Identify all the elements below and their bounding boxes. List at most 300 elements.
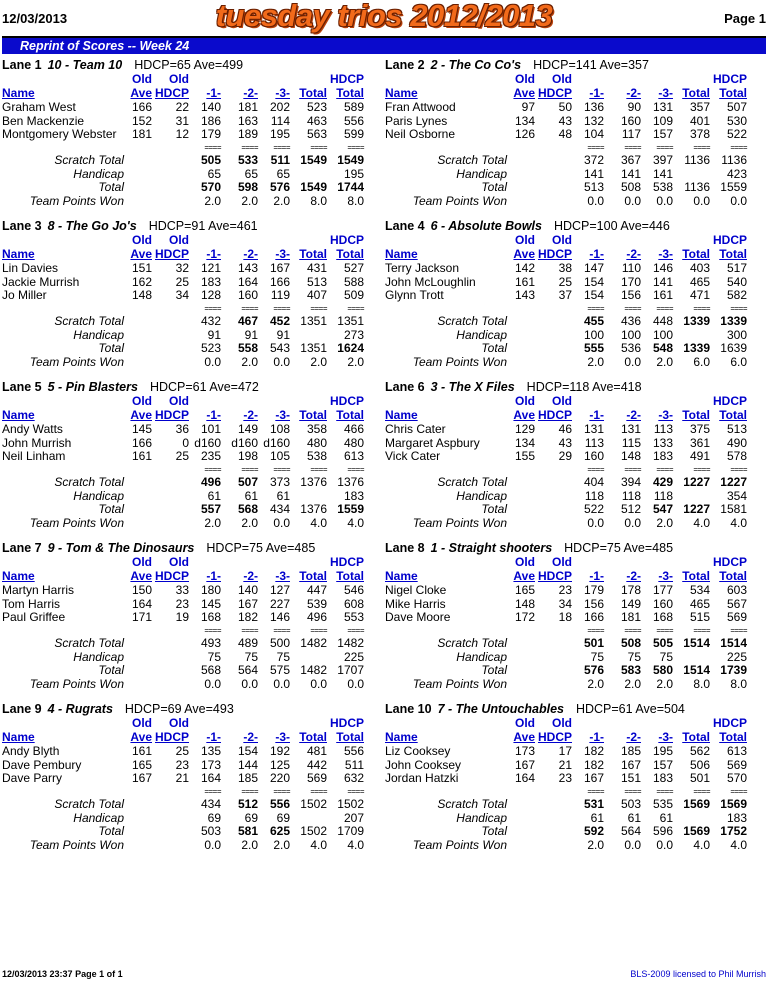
cell-g1: 513: [583, 180, 604, 194]
cell-g1: 183: [200, 274, 221, 289]
cell-hdcp_total_bottom: Total: [719, 86, 747, 100]
cell-g1: -1-: [589, 247, 604, 261]
cell-g2: 583: [620, 663, 641, 677]
team-name: 9 - Tom & The Dinosaurs: [47, 541, 195, 555]
cell-g1: 118: [584, 489, 604, 503]
column-name: Name: [2, 408, 35, 422]
cell-ave: 161: [514, 274, 535, 289]
player-row: [385, 114, 753, 128]
column-header-top: [385, 72, 753, 86]
cell-g3: 167: [269, 261, 290, 275]
cell-hdcp_total_bottom: 530: [726, 113, 747, 128]
cell-g3: 75: [276, 650, 290, 664]
cell-g2: 436: [620, 314, 641, 328]
cell-g3: 160: [652, 596, 673, 611]
cell-g1: -1-: [589, 730, 604, 744]
cell-g2: 185: [620, 744, 641, 758]
cell-g2: 507: [237, 475, 258, 489]
lane-number: Lane 1: [2, 58, 42, 72]
player-row: [385, 422, 753, 436]
cell-g2: 140: [237, 583, 258, 597]
cell-g3: ====: [656, 465, 673, 474]
cell-g2: 536: [620, 341, 641, 355]
cell-g1: 576: [583, 663, 604, 677]
player-name: Vick Cater: [385, 449, 441, 463]
cell-ave: Ave: [130, 730, 152, 744]
cell-hdcp_total_bottom: ====: [730, 626, 747, 635]
cell-g2: -2-: [626, 569, 641, 583]
cell-ave: Old: [132, 716, 152, 730]
cell-total: 538: [306, 449, 327, 463]
cell-total: 513: [306, 274, 327, 289]
player-row: [2, 114, 370, 128]
cell-g3: 596: [652, 824, 673, 838]
cell-g1: 132: [583, 113, 604, 128]
handicap-row: [385, 650, 753, 664]
cell-g2: 149: [237, 422, 258, 436]
cell-total: 403: [689, 261, 710, 275]
row-label: Total: [98, 180, 124, 194]
cell-g3: 146: [269, 610, 290, 624]
cell-total: Total: [682, 730, 710, 744]
row-label: Handicap: [456, 811, 507, 825]
player-row: [385, 744, 753, 758]
cell-total: 431: [306, 261, 327, 275]
row-label: Handicap: [456, 328, 507, 342]
cell-hdcp_total_bottom: 589: [343, 100, 364, 114]
cell-total: Total: [299, 86, 327, 100]
cell-g3: 166: [269, 274, 290, 289]
cell-total: ====: [693, 465, 710, 474]
cell-g1: 136: [583, 100, 604, 114]
cell-g2: 181: [237, 100, 258, 114]
cell-ave: 150: [131, 583, 152, 597]
cell-g1: 0.0: [587, 194, 604, 208]
cell-hdcp: 34: [558, 596, 572, 611]
cell-g2: 489: [237, 636, 258, 650]
cell-hdcp: 34: [175, 288, 189, 302]
cell-g3: -3-: [658, 730, 673, 744]
cell-hdcp_total_bottom: 608: [343, 596, 364, 611]
cell-total: 0.0: [310, 677, 327, 691]
cell-hdcp_total_bottom: Total: [719, 569, 747, 583]
cell-g3: 177: [652, 583, 673, 597]
cell-total: Total: [299, 569, 327, 583]
cell-ave: Ave: [130, 408, 152, 422]
cell-total: ====: [310, 304, 327, 313]
cell-hdcp_total_bottom: 509: [343, 288, 364, 302]
cell-ave: Ave: [513, 86, 535, 100]
player-name: Tom Harris: [2, 596, 61, 611]
cell-g3: 2.0: [273, 838, 290, 852]
cell-hdcp_total_bottom: 578: [726, 449, 747, 463]
lane-number: Lane 2: [385, 58, 425, 72]
cell-g2: 61: [627, 811, 641, 825]
cell-total: 442: [306, 757, 327, 772]
handicap-row: [2, 811, 370, 825]
player-row: [385, 100, 753, 114]
lane-block: [385, 58, 753, 219]
cell-hdcp_total_bottom: 0.0: [730, 194, 747, 208]
cell-ave: Ave: [513, 569, 535, 583]
cell-total: 496: [306, 610, 327, 624]
lane-number: Lane 7: [2, 541, 42, 555]
player-name: Martyn Harris: [2, 583, 75, 597]
cell-hdcp: Old: [169, 233, 189, 247]
handicap-row: [385, 167, 753, 181]
column-header: [385, 247, 753, 261]
cell-g3: 535: [652, 797, 673, 811]
player-row: [2, 436, 370, 450]
player-name: Neil Linham: [2, 449, 66, 463]
cell-hdcp: 22: [175, 100, 189, 114]
cell-hdcp: 25: [175, 274, 189, 289]
cell-g3: 448: [652, 314, 673, 328]
cell-g3: 141: [652, 274, 673, 289]
cell-hdcp: Old: [552, 394, 572, 408]
cell-g2: 75: [627, 650, 641, 664]
cell-g1: 592: [583, 824, 604, 838]
cell-g1: 61: [590, 811, 604, 825]
cell-total: 463: [306, 113, 327, 128]
team-hdcp-average: HDCP=141 Ave=357: [533, 58, 649, 72]
total-row: [2, 180, 370, 194]
cell-g1: -1-: [589, 408, 604, 422]
cell-hdcp_total_bottom: 225: [343, 650, 364, 664]
cell-g2: 181: [620, 610, 641, 624]
column-name: Name: [385, 247, 418, 261]
player-name: John Murrish: [2, 435, 72, 450]
row-label: Scratch Total: [54, 475, 124, 489]
team-points-row: [2, 838, 370, 852]
cell-hdcp_total_bottom: 0.0: [347, 677, 364, 691]
cell-g2: 143: [237, 261, 258, 275]
cell-g2: 141: [620, 167, 641, 181]
row-label: Handicap: [456, 167, 507, 181]
cell-g3: -3-: [275, 569, 290, 583]
cell-hdcp: 18: [558, 610, 572, 624]
row-label: Scratch Total: [54, 797, 124, 811]
cell-g1: 121: [200, 261, 221, 275]
cell-g3: 61: [659, 811, 673, 825]
player-row: [385, 288, 753, 302]
cell-g1: 432: [200, 314, 221, 328]
total-row: [385, 502, 753, 516]
player-name: Mike Harris: [385, 596, 446, 611]
cell-g3: 131: [652, 100, 673, 114]
column-header-top: [385, 394, 753, 408]
handicap-row: [2, 328, 370, 342]
cell-g3: 157: [652, 757, 673, 772]
player-name: Jordan Hatzki: [385, 771, 459, 785]
total-row: [385, 180, 753, 194]
cell-g3: ====: [273, 787, 290, 796]
cell-g2: ====: [624, 143, 641, 152]
cell-hdcp: Old: [552, 716, 572, 730]
cell-g1: 455: [583, 314, 604, 328]
cell-hdcp: Old: [169, 716, 189, 730]
player-row: [2, 127, 370, 141]
cell-hdcp: 23: [558, 771, 572, 785]
player-row: [2, 744, 370, 758]
cell-g1: 113: [584, 435, 604, 450]
cell-g1: ====: [204, 626, 221, 635]
cell-g2: 118: [621, 489, 641, 503]
cell-g1: 167: [583, 771, 604, 785]
scratch-total-row: [385, 153, 753, 167]
cell-ave: 148: [514, 596, 535, 611]
cell-g2: 90: [627, 100, 641, 114]
cell-total: 401: [689, 113, 710, 128]
cell-ave: Old: [132, 555, 152, 569]
player-row: [385, 261, 753, 275]
cell-hdcp_total_bottom: 1739: [720, 663, 747, 677]
cell-g2: 512: [237, 797, 258, 811]
cell-ave: 164: [131, 596, 152, 611]
cell-ave: Ave: [130, 86, 152, 100]
cell-hdcp: 12: [175, 127, 189, 141]
cell-g1: -1-: [589, 569, 604, 583]
row-label: Total: [98, 502, 124, 516]
cell-hdcp: 23: [175, 596, 189, 611]
cell-total: 4.0: [693, 838, 710, 852]
cell-g1: 166: [583, 610, 604, 624]
cell-g2: 367: [620, 153, 641, 167]
cell-hdcp_total_bottom: 603: [726, 583, 747, 597]
cell-ave: Ave: [130, 247, 152, 261]
cell-g1: 160: [583, 449, 604, 463]
cell-g1: ====: [204, 465, 221, 474]
cell-g1: 100: [583, 328, 604, 342]
scratch-total-row: [2, 314, 370, 328]
player-row: [385, 610, 753, 624]
cell-hdcp: 50: [558, 100, 572, 114]
player-name: Jo Miller: [2, 288, 47, 302]
cell-total: 1514: [683, 636, 710, 650]
cell-ave: 172: [514, 610, 535, 624]
cell-g1: -1-: [206, 247, 221, 261]
cell-g2: 69: [244, 811, 258, 825]
cell-hdcp_total_bottom: 4.0: [347, 838, 364, 852]
row-label: Total: [98, 824, 124, 838]
cell-g1: ====: [204, 304, 221, 313]
row-label: Team Points Won: [29, 838, 124, 852]
team-points-row: [385, 838, 753, 852]
cell-g3: -3-: [658, 247, 673, 261]
player-name: Andy Blyth: [2, 744, 60, 758]
cell-hdcp: HDCP: [537, 730, 572, 744]
cell-g3: 575: [269, 663, 290, 677]
cell-g3: 109: [652, 113, 673, 128]
cell-g1: 522: [583, 502, 604, 516]
cell-total: 1376: [300, 475, 327, 489]
cell-g1: 168: [200, 610, 221, 624]
cell-g3: 548: [652, 341, 673, 355]
cell-hdcp_total_bottom: 466: [343, 422, 364, 436]
player-row: [2, 275, 370, 289]
cell-g2: 564: [620, 824, 641, 838]
cell-total: 357: [689, 100, 710, 114]
cell-total: 1502: [300, 797, 327, 811]
player-name: Neil Osborne: [385, 127, 456, 141]
cell-hdcp_total_bottom: 8.0: [347, 194, 364, 208]
cell-hdcp_total_bottom: 6.0: [730, 355, 747, 369]
row-label: Team Points Won: [412, 194, 507, 208]
cell-hdcp_total_bottom: 556: [343, 113, 364, 128]
cell-ave: 148: [131, 288, 152, 302]
cell-total: 1227: [683, 502, 710, 516]
cell-hdcp: 32: [175, 261, 189, 275]
cell-g1: -1-: [206, 730, 221, 744]
column-name: Name: [2, 569, 35, 583]
cell-hdcp_total_bottom: 567: [726, 596, 747, 611]
cell-g3: 500: [269, 636, 290, 650]
cell-g2: -2-: [626, 730, 641, 744]
cell-total: 4.0: [693, 516, 710, 530]
cell-g3: d160: [263, 435, 290, 450]
cell-g2: 508: [620, 636, 641, 650]
player-name: Glynn Trott: [385, 288, 444, 302]
cell-hdcp_total_bottom: 354: [726, 489, 747, 503]
cell-hdcp_total_bottom: 527: [343, 261, 364, 275]
lane-block: [2, 380, 370, 541]
cell-g2: 163: [237, 113, 258, 128]
cell-ave: 173: [514, 744, 535, 758]
cell-g1: 555: [583, 341, 604, 355]
cell-hdcp_total_bottom: ====: [730, 143, 747, 152]
cell-g1: -1-: [206, 569, 221, 583]
player-name: Fran Attwood: [385, 100, 456, 114]
cell-hdcp_total_bottom: 1624: [337, 341, 364, 355]
cell-ave: 134: [514, 435, 535, 450]
column-header: [2, 408, 370, 422]
cell-total: 358: [306, 422, 327, 436]
player-name: John McLoughlin: [385, 274, 476, 289]
cell-g1: 0.0: [587, 516, 604, 530]
cell-g2: 564: [237, 663, 258, 677]
cell-g2: 115: [621, 435, 641, 450]
league-title: tuesday trios 2012/2013: [215, 0, 553, 33]
cell-g3: 195: [269, 127, 290, 141]
cell-hdcp_total_bottom: Total: [336, 730, 364, 744]
cell-ave: Old: [132, 72, 152, 86]
column-name: Name: [385, 86, 418, 100]
cell-hdcp_total_bottom: 1707: [337, 663, 364, 677]
cell-hdcp_total_bottom: HDCP: [712, 555, 747, 569]
cell-g3: -3-: [658, 408, 673, 422]
cell-ave: 161: [131, 449, 152, 463]
row-label: Scratch Total: [437, 475, 507, 489]
cell-hdcp_total_bottom: 1136: [721, 153, 747, 167]
column-header: [2, 569, 370, 583]
cell-g3: 2.0: [656, 355, 673, 369]
cell-total: 501: [689, 771, 710, 785]
cell-g2: 167: [620, 757, 641, 772]
cell-g3: 511: [270, 153, 290, 167]
row-label: Total: [481, 663, 507, 677]
handicap-row: [385, 811, 753, 825]
cell-g1: 235: [200, 449, 221, 463]
cell-total: 563: [306, 127, 327, 141]
row-label: Scratch Total: [54, 636, 124, 650]
cell-ave: 129: [514, 422, 535, 436]
cell-g1: 164: [200, 771, 221, 785]
cell-g3: 547: [652, 502, 673, 516]
cell-total: 1227: [683, 475, 710, 489]
column-header: [2, 730, 370, 744]
cell-ave: Old: [132, 233, 152, 247]
cell-g3: 114: [270, 113, 290, 128]
cell-hdcp_total_bottom: 569: [726, 757, 747, 772]
team-points-row: [2, 516, 370, 530]
cell-total: 1502: [300, 824, 327, 838]
row-label: Team Points Won: [412, 677, 507, 691]
cell-g3: 505: [652, 636, 673, 650]
cell-g1: 154: [583, 288, 604, 302]
cell-g1: 496: [200, 475, 221, 489]
player-row: [2, 583, 370, 597]
column-header-top: [385, 716, 753, 730]
cell-hdcp_total_bottom: Total: [719, 247, 747, 261]
cell-ave: Old: [515, 72, 535, 86]
player-name: Liz Cooksey: [385, 744, 451, 758]
cell-g2: 156: [620, 288, 641, 302]
handicap-row: [385, 328, 753, 342]
cell-g1: 2.0: [587, 355, 604, 369]
player-name: Dave Parry: [2, 771, 63, 785]
cell-hdcp_total_bottom: ====: [347, 143, 364, 152]
player-name: Paris Lynes: [385, 113, 448, 128]
cell-g3: 105: [269, 449, 290, 463]
cell-g2: 160: [620, 113, 641, 128]
cell-g1: 2.0: [587, 677, 604, 691]
cell-g2: ====: [624, 465, 641, 474]
cell-g2: -2-: [243, 408, 258, 422]
cell-hdcp: Old: [169, 555, 189, 569]
team-hdcp-average: HDCP=69 Ave=493: [124, 702, 234, 716]
cell-g2: 164: [237, 274, 258, 289]
cell-hdcp_total_bottom: 423: [726, 167, 747, 181]
cell-hdcp_total_bottom: 522: [726, 127, 747, 141]
cell-total: 1376: [300, 502, 327, 516]
team-points-row: [2, 194, 370, 208]
cell-g3: ====: [273, 465, 290, 474]
cell-hdcp_total_bottom: 1351: [337, 314, 364, 328]
cell-hdcp_total_bottom: 300: [726, 328, 747, 342]
cell-hdcp_total_bottom: 1569: [720, 797, 747, 811]
cell-hdcp_total_bottom: HDCP: [329, 233, 364, 247]
cell-ave: 167: [131, 771, 152, 785]
cell-g1: 145: [200, 596, 221, 611]
cell-hdcp_total_bottom: 225: [726, 650, 747, 664]
cell-g3: 2.0: [273, 194, 290, 208]
cell-g2: 189: [237, 127, 258, 141]
scratch-total-row: [2, 636, 370, 650]
cell-g2: 149: [620, 596, 641, 611]
cell-total: Total: [299, 730, 327, 744]
cell-g3: 397: [652, 153, 673, 167]
team-name: 1 - Straight shooters: [430, 541, 553, 555]
cell-g3: 118: [653, 489, 673, 503]
cell-total: 515: [689, 610, 710, 624]
cell-hdcp: 43: [558, 113, 572, 128]
cell-total: Total: [682, 86, 710, 100]
cell-g1: 523: [200, 341, 221, 355]
cell-ave: 171: [131, 610, 152, 624]
lane-block: [385, 702, 753, 863]
cell-g2: 508: [620, 180, 641, 194]
cell-g2: 170: [620, 274, 641, 289]
